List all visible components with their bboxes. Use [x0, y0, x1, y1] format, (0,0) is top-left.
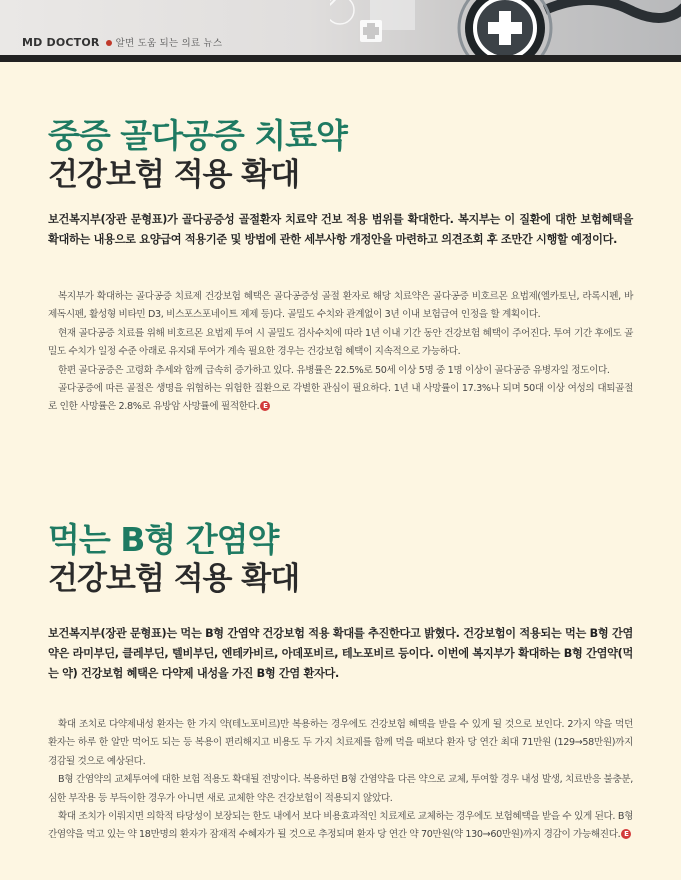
article-paragraph: 한편 골다공증은 고령화 추세와 함께 급속히 증가하고 있다. 유병률은 22.5%로 50세 이상 5명 중 1명 이상이 골다공증 유병자일 정도이다.	[58, 364, 610, 376]
article-paragraph	[48, 808, 633, 845]
article-osteoporosis	[48, 116, 633, 194]
article-body	[48, 288, 633, 417]
article-lead	[48, 210, 633, 250]
article-paragraph: 복지부가 확대하는 골다공증 치료제 건강보험 혜택은 골다공증성 골절 환자로 해당 치료약은 골다공증 비호르몬 요법제(엘카토닌, 라록시펜, 바제독시펜, 활성형 비타민 D3, 비스포스포네이트 제제 등)다. 골밀도 수치와 관계없이 3년 이내 보험급여 인정을 할 계획이다.	[48, 291, 633, 321]
article-title-line1: 먹는 B형 간염약	[48, 520, 279, 559]
end-mark-icon: E	[260, 401, 270, 411]
brand-tagline: 알면 도움 되는 의료 뉴스	[115, 38, 223, 49]
article-lead-text: 보건복지부(장관 문형표)가 골다공증성 골절환자 치료약 건보 적용 범위를 확대한다. 복지부는 이 질환에 대한 보험혜택을 확대하는 내용으로 요양급여 적용기준 및 방법에 관한 세부사항 개정안을 마련하고 의견조회 후 조만간 시행할 예정이다.	[48, 213, 633, 246]
article-title-line2: 건강보험 적용 확대	[48, 561, 300, 597]
article-lead-text: 보건복지부(장관 문형표)는 먹는 B형 간염약 건강보험 적용 확대를 추진한다고 밝혔다. 건강보험이 적용되는 먹는 B형 간염약은 라미부딘, 클레부딘, 텔비부딘, 엔테카비르, 아데포비르, 테노포비르 등이다. 이번에 복지부가 확대하는 B형 간염약(먹는 약) 건강보험 혜택은 다약제 내성을 가진 B형 간염 환자다.	[48, 627, 633, 680]
brand-dot-icon	[106, 40, 112, 46]
brand-name: MD DOCTOR	[22, 36, 100, 49]
header-divider	[0, 55, 681, 62]
header-banner	[0, 0, 681, 55]
article-title-line2: 건강보험 적용 확대	[48, 157, 300, 193]
article-paragraph-text: 확대 조치가 이뤄지면 의학적 타당성이 보장되는 한도 내에서 보다 비용효과적인 치료제로 교체하는 경우에도 보험혜택을 받을 수 있게 된다. B형 간염약을 먹고 있는 약 18만명의 환자가 잠재적 수혜자가 될 것으로 추정되며 환자 당 연간 약 70만원(약 130→60만원)까지 경감이 가능해진다.	[48, 811, 633, 841]
article-body	[48, 716, 633, 845]
medical-stethoscope-icon	[330, 0, 681, 55]
brand-label	[22, 35, 222, 49]
article-paragraph-text: 골다공증에 따른 골절은 생명을 위협하는 위험한 질환으로 각별한 관심이 필요하다. 1년 내 사망률이 17.3%나 되며 50대 이상 여성의 대퇴골절로 인한 사망률은 2.8%로 유방암 사망률에 필적한다.	[48, 383, 633, 413]
article-paragraph	[48, 380, 633, 417]
article-lead	[48, 624, 633, 684]
article-title-line1: 중증 골다공증 치료약	[48, 116, 347, 155]
article-paragraph: 현재 골다공증 치료를 위해 비호르몬 요법제 투여 시 골밀도 검사수치에 따라 1년 이내 기간 동안 건강보험 혜택이 주어진다. 투여 기간 후에도 골밀도 수치가 일정 수준 아래로 유지돼 투여가 계속 필요한 경우는 건강보험 혜택이 지속적으로 가능하다.	[48, 327, 633, 358]
article-paragraph: 확대 조치로 다약제내성 환자는 한 가지 약(테노포비르)만 복용하는 경우에도 건강보험 혜택을 받을 수 있게 될 것으로 보인다. 2가지 약을 먹던 환자는 하루 한 알만 먹어도 되는 등 복용이 편리해지고 비용도 두 가지 치료제를 함께 먹을 때보다 환자 당 연간 최대 71만원 (129→58만원)까지 경감될 것으로 예상된다.	[48, 719, 633, 767]
article-paragraph: B형 간염약의 교체투여에 대한 보험 적용도 확대될 전망이다. 복용하던 B형 간염약을 다른 약으로 교체, 투여할 경우 내성 발생, 치료반응 불충분, 심한 부작용 등 부득이한 경우가 아니면 새로 교체한 약은 건강보험이 적용되지 않았다.	[48, 774, 633, 804]
end-mark-icon: E	[621, 829, 631, 839]
article-hepatitis-b	[48, 520, 633, 598]
